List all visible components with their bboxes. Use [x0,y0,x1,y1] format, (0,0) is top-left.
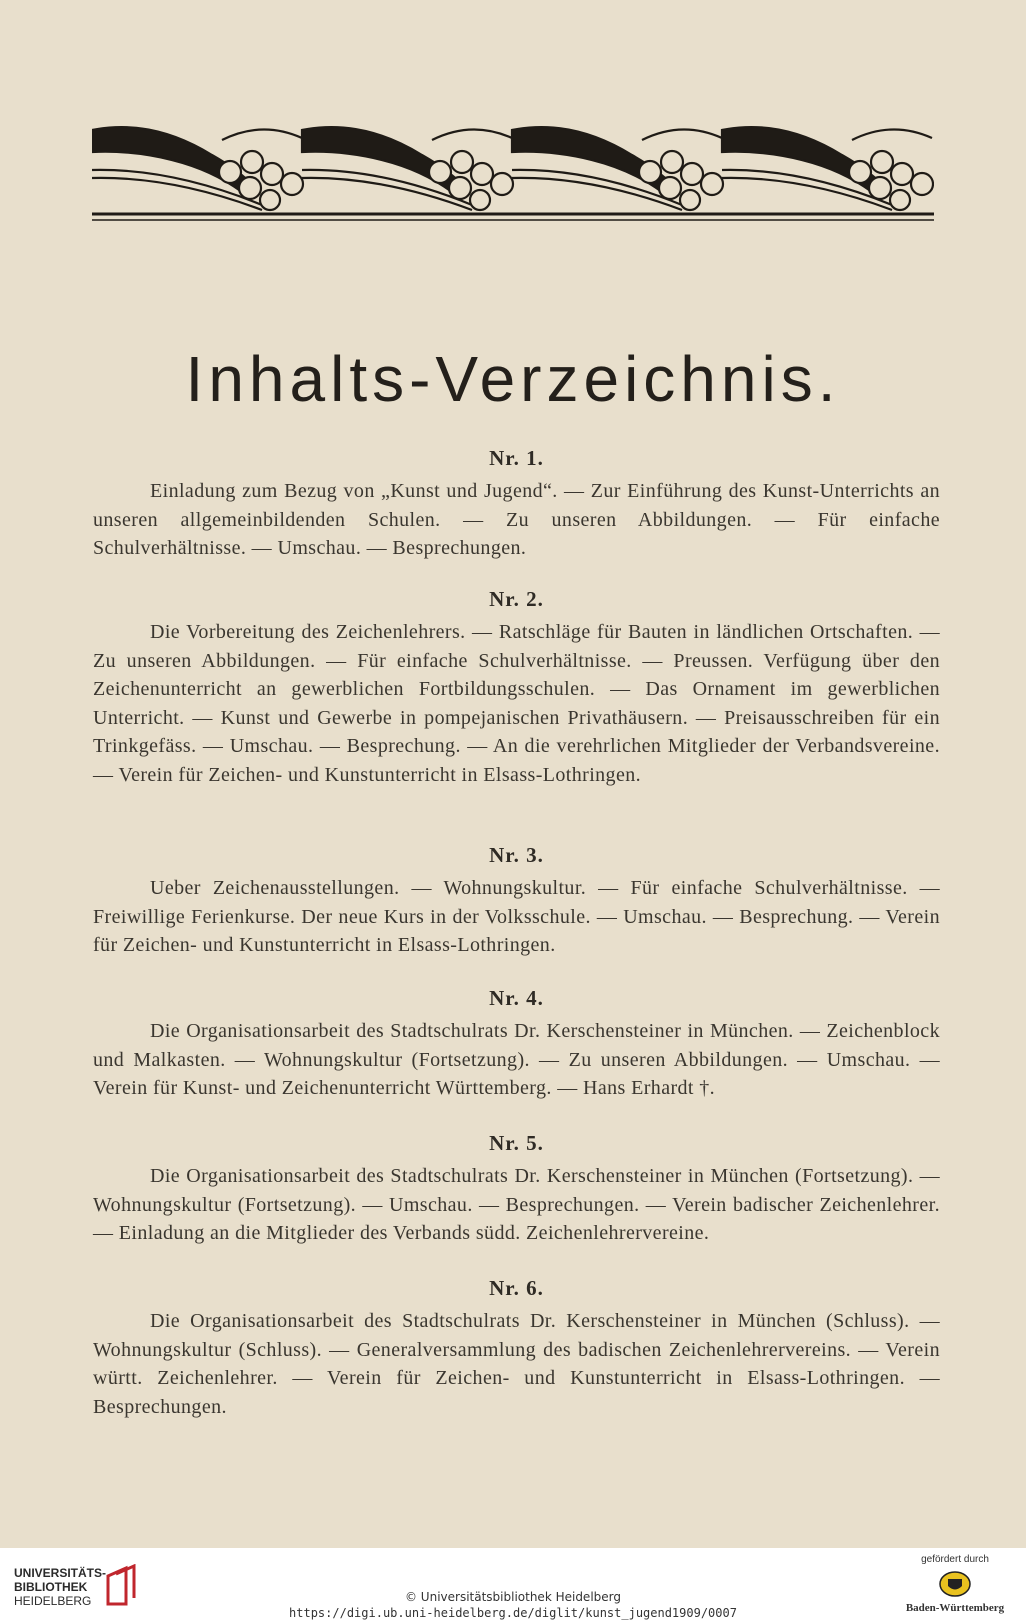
library-name-line: UNIVERSITÄTS- [14,1566,107,1580]
issue-contents: Die Vorbereitung des Zeichenlehrers. — Ratschläge für Bauten in ländlichen Ortschaften. — Zu unseren Abbildungen. — Für einfache Schulverhältnisse. — Preussen. Verfügung über den Zeichenunterricht an gewerblichen Fortbildungsschulen. — Das Ornament im gewerblichen Unterricht. — Kunst und Gewerbe in pompejanischen Privathäusern. — Preisausschreiben für ein Trinkgefäss. — Umschau. — Besprechung. — An die verehrlichen Mitglieder der Verbandsvereine. — Verein für Zeichen- und Kunstunterricht in Elsass-Lothringen. [93,621,940,786]
issue-contents: Die Organisationsarbeit des Stadtschulrats Dr. Kerschensteiner in München. — Zeichenblock und Malkasten. — Wohnungskultur (Fortsetzung). — Zu unseren Abbildungen. — Umschau. — Verein für Kunst- und Zeichenunterricht Württemberg. — Hans Erhardt †. [93,1020,940,1099]
issue-contents: Die Organisationsarbeit des Stadtschulrats Dr. Kerschensteiner in München (Fortsetzung). — Wohnungskultur (Fortsetzung). — Umschau. — Besprechungen. — Verein badischer Zeichenlehrer. — Einladung an die Mitglieder des Verbands südd. Zeichenlehrervereine. [93,1165,940,1244]
issue-contents: Einladung zum Bezug von „Kunst und Jugend“. — Zur Einführung des Kunst-Unterrichts an unseren allgemeinbildenden Schulen. — Zu unseren Abbildungen. — Für einfache Schulverhältnisse. — Umschau. — Besprechungen. [93,480,940,559]
library-city: HEIDELBERG [14,1594,92,1608]
coat-of-arms-icon [938,1570,972,1598]
library-name-line: BIBLIOTHEK [14,1580,88,1594]
issue-contents: Die Organisationsarbeit des Stadtschulrats Dr. Kerschensteiner in München (Schluss). — Wohnungskultur (Schluss). — Generalversammlung des badischen Zeichenlehrervereins. — Verein württ. Zeichenlehrer. — Verein für Zeichen- und Kunstunterricht in Elsass-Lothringen. — Besprechungen. [93,1310,940,1418]
toc-entry-2 [93,587,940,789]
page-title: Inhalts-Verzeichnis. [185,343,841,415]
copyright-notice: © Universitätsbibliothek Heidelberg [404,1590,621,1604]
issue-number: Nr. 4. [489,986,544,1010]
issue-number: Nr. 2. [489,587,544,611]
header-ornament [92,110,934,222]
toc-entry-4 [93,986,940,1103]
funding-notice [900,1554,1010,1614]
toc-entry-1 [93,446,940,563]
viewer-footer [0,1548,1026,1623]
issue-number: Nr. 6. [489,1276,544,1300]
toc-entry-3 [93,843,940,960]
issue-number: Nr. 3. [489,843,544,867]
issue-number: Nr. 1. [489,446,544,470]
funded-by-label: gefördert durch [921,1554,989,1565]
funder-name: Baden-Württemberg [905,1602,1005,1614]
issue-contents: Ueber Zeichenausstellungen. — Wohnungskultur. — Für einfache Schulverhältnisse. — Freiwillige Ferienkurse. Der neue Kurs in der Volksschule. — Umschau. — Besprechung. — Verein für Zeichen- und Kunstunterricht in Elsass-Lothringen. [93,877,940,956]
toc-entry-5 [93,1131,940,1248]
permalink-url[interactable]: https://digi.ub.uni-heidelberg.de/diglit/kunst_jugend1909/0007 [289,1606,737,1620]
toc-entry-6 [93,1276,940,1421]
issue-number: Nr. 5. [489,1131,544,1155]
